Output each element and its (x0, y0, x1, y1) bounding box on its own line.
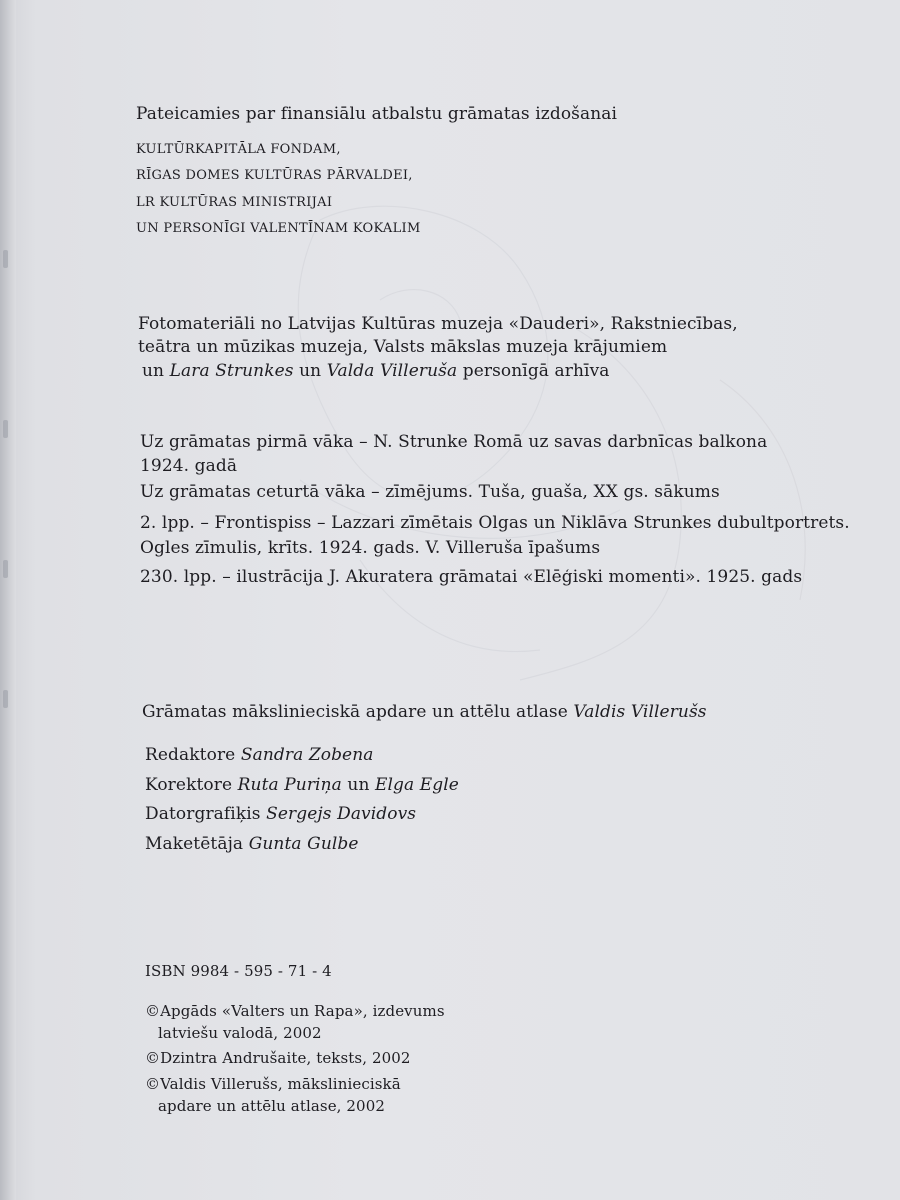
photo-sources-line: Fotomateriāli no Latvijas Kultūras muzeja «Dauderi», Rakstniecības, (138, 314, 738, 334)
copyright-line: ©Apgāds «Valters un Rapa», izdevums (145, 1002, 445, 1020)
illustration-note: 230. lpp. – ilustrācija J. Akuratera grāmatai «Elēģiski momenti». 1925. gads (140, 567, 803, 587)
illustration-note: Uz grāmatas ceturtā vāka – zīmējums. Tuša, guaša, XX gs. sākums (140, 482, 720, 502)
illustration-note: Ogles zīmulis, krīts. 1924. gads. V. Villeruša īpašums (140, 538, 601, 558)
photo-sources-line: teātra un mūzikas muzeja, Valsts mākslas muzeja krājumiem (138, 337, 668, 357)
archive-owner-name: Lara Strunkes (169, 361, 294, 381)
faint-drawing-watermark (260, 180, 900, 740)
spine-mark (3, 560, 8, 578)
sponsor-line: KULTŪRKAPITĀLA FONDAM, (136, 142, 341, 157)
sponsor-line: UN PERSONĪGI VALENTĪNAM KOKALIM (136, 221, 421, 236)
design-credit: Grāmatas mākslinieciskā apdare un attēlu atlase Valdis Villerušs (142, 702, 707, 722)
illustration-note: Uz grāmatas pirmā vāka – N. Strunke Romā uz savas darbnīcas balkona (140, 432, 768, 452)
sponsor-line: RĪGAS DOMES KULTŪRAS PĀRVALDEI, (136, 168, 413, 183)
spine-mark (3, 420, 8, 438)
graphic-designer-credit: Datorgrafiķis Sergejs Davidovs (145, 804, 417, 824)
layout-credit: Maketētāja Gunta Gulbe (145, 834, 359, 854)
spine-mark (3, 690, 8, 708)
thanks-heading: Pateicamies par finansiālu atbalstu grāmatas izdošanai (136, 104, 618, 124)
sponsor-line: LR KULTŪRAS MINISTRIJAI (136, 195, 333, 210)
archive-owner-name: Valda Villeruša (326, 361, 458, 381)
isbn: ISBN 9984 - 595 - 71 - 4 (145, 962, 332, 980)
illustration-note: 2. lpp. – Frontispiss – Lazzari zīmētais Olgas un Niklāva Strunkes dubultportrets. (140, 513, 850, 533)
book-spine-shadow (0, 0, 16, 1200)
illustration-note: 1924. gadā (140, 456, 238, 476)
copyright-line: latviešu valodā, 2002 (158, 1024, 322, 1042)
photo-sources-line: un Lara Strunkes un Valda Villeruša personīgā arhīva (142, 361, 610, 381)
editor-credit: Redaktore Sandra Zobena (145, 745, 374, 765)
copyright-line: ©Dzintra Andrušaite, teksts, 2002 (145, 1049, 411, 1067)
spine-mark (3, 250, 8, 268)
proofreader-credit: Korektore Ruta Puriņa un Elga Egle (145, 775, 459, 795)
copyright-line: ©Valdis Villerušs, mākslinieciskā (145, 1075, 401, 1093)
copyright-line: apdare un attēlu atlase, 2002 (158, 1097, 385, 1115)
